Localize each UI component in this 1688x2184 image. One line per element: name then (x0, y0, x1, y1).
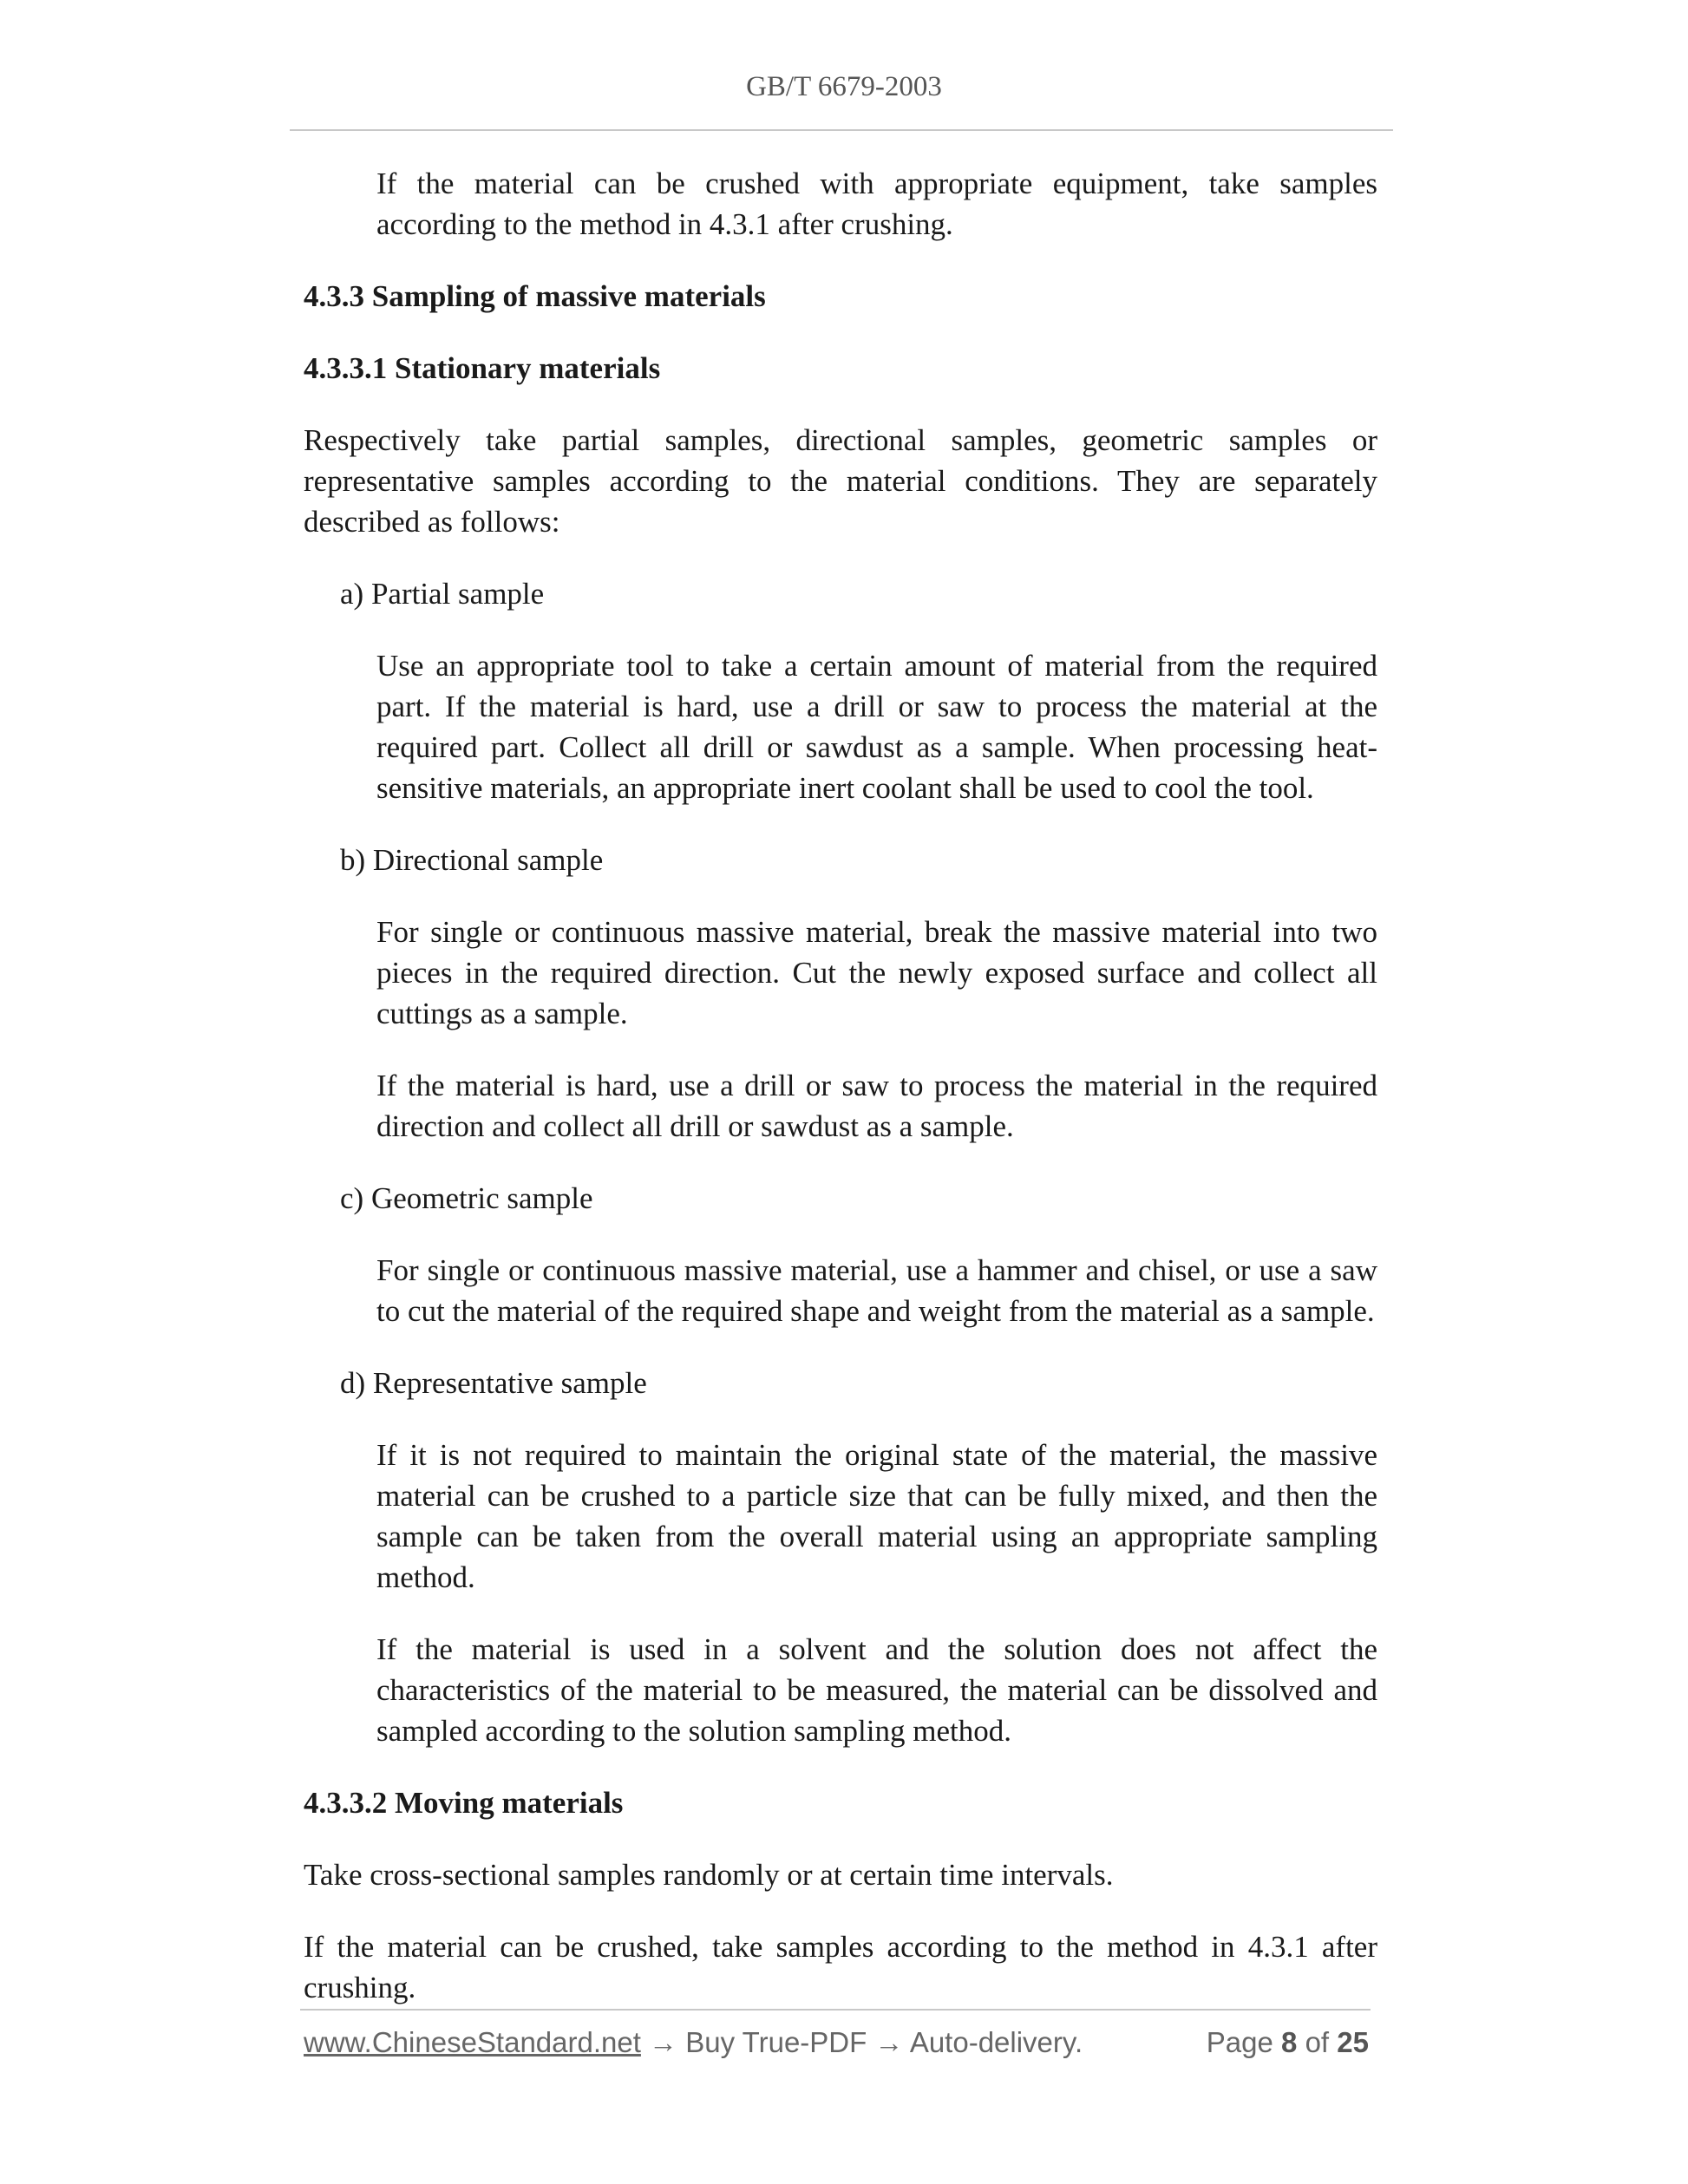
item-d-paragraph-2: If the material is used in a solvent and the solution does not affect the characteristics of the material to be measured, the material can be dissolved and sampled according to the solution sampling method. (376, 1632, 1377, 1748)
promo-text: → Buy True-PDF → Auto-delivery. (640, 2026, 1083, 2058)
section-heading-4-3-3: 4.3.3 Sampling of massive materials (304, 279, 766, 313)
cross-section-paragraph: Take cross-sectional samples randomly or at certain time intervals. (304, 1858, 1114, 1892)
section-heading-4-3-3-2: 4.3.3.2 Moving materials (304, 1786, 624, 1820)
page-label: Page (1206, 2026, 1273, 2058)
document-code-header: GB/T 6679-2003 (746, 71, 942, 102)
item-a-paragraph: Use an appropriate tool to take a certain amount of material from the required part. If the material is hard, use a drill or saw to process the material at the required part. Collect all drill or sawdust as a sample. When processing heat-sensitive materials, an appropriate inert coolant shall be used to cool the tool. (376, 649, 1377, 805)
item-c-paragraph: For single or continuous massive material, use a hammer and chisel, or use a saw to cut the material of the required shape and weight from the material as a sample. (376, 1253, 1377, 1328)
item-a-label: a) Partial sample (340, 577, 545, 611)
website-link[interactable]: www.ChineseStandard.net (304, 2026, 641, 2058)
item-b-paragraph-2: If the material is hard, use a drill or saw to process the material in the required direction and collect all drill or sawdust as a sample. (376, 1069, 1377, 1143)
header-divider (290, 129, 1393, 131)
total-pages: 25 (1337, 2026, 1369, 2058)
item-c-label: c) Geometric sample (340, 1181, 593, 1215)
section-heading-4-3-3-1: 4.3.3.1 Stationary materials (304, 351, 661, 385)
page-number: 8 (1281, 2026, 1298, 2058)
page-footer (304, 2026, 1369, 2059)
item-d-label: d) Representative sample (340, 1366, 647, 1400)
footer-divider (300, 2009, 1371, 2011)
intro-paragraph: If the material can be crushed with appropriate equipment, take samples according to the method in 4.3.1 after crushing. (376, 167, 1377, 241)
item-b-paragraph-1: For single or continuous massive material, break the massive material into two pieces in the required direction. Cut the newly exposed surface and collect all cuttings as a sample. (376, 915, 1377, 1030)
item-d-paragraph-1: If it is not required to maintain the original state of the material, the massive material can be crushed to a particle size that can be fully mixed, and then the sample can be taken from the overall material using an appropriate sampling method. (376, 1438, 1377, 1594)
page-content (304, 163, 1377, 2039)
of-label: of (1305, 2026, 1330, 2058)
item-b-label: b) Directional sample (340, 843, 604, 877)
page-indicator (1207, 2026, 1369, 2059)
crushed-paragraph: If the material can be crushed, take samples according to the method in 4.3.1 after crushing. (304, 1930, 1377, 2004)
respectively-paragraph: Respectively take partial samples, directional samples, geometric samples or representative samples according to the material conditions. They are separately described as follows: (304, 423, 1377, 539)
